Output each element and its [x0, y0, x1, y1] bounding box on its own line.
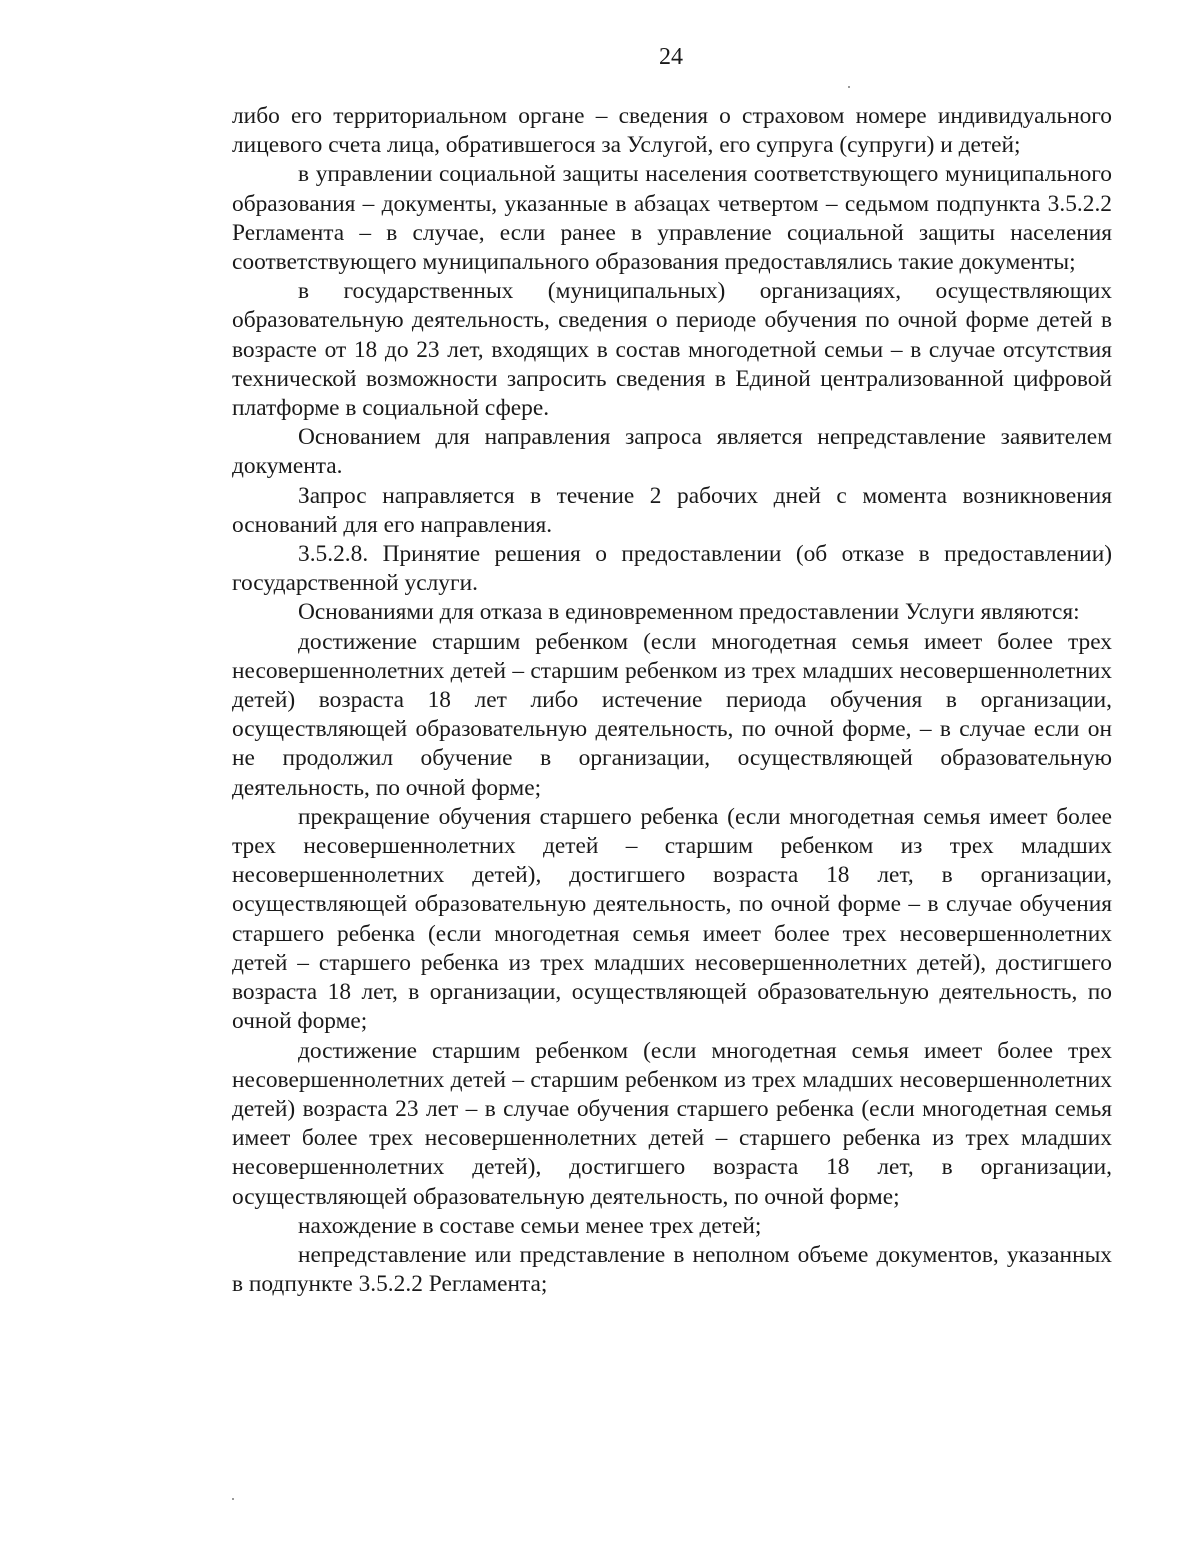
list-item: прекращение обучения старшего ребенка (если многодетная семья имеет более трех несовершеннолетних детей – старшим ребенком из трех младших несовершеннолетних детей), достигшего возраста 18 лет, в организации, осуществляющей образовательную деятельность, по очной форме – в случае обучения старшего ребенка (если многодетная семья имеет более трех несовершеннолетних детей – старшего ребенка из трех младших несовершеннолетних детей), достигшего возраста 18 лет, в организации, осуществляющей образовательную деятельность, по очной форме; [232, 803, 1112, 1035]
section-heading: 3.5.2.8. Принятие решения о предоставлении (об отказе в предоставлении) государственной услуги. [232, 541, 1112, 597]
paragraph: Запрос направляется в течение 2 рабочих дней с момента возникновения оснований для его направления. [232, 482, 1112, 538]
paragraph: Основанием для направления запроса является непредставление заявителем документа. [232, 424, 1112, 480]
list-item: нахождение в составе семьи менее трех детей; [298, 1212, 762, 1239]
document-body [232, 102, 1112, 1299]
paragraph: в управлении социальной защиты населения соответствующего муниципального образования – документы, указанные в абзацах четвертом – седьмом подпункта 3.5.2.2 Регламента – в случае, если ранее в управление социальной защиты населения соответствующего муниципального образования предоставлялись такие документы; [232, 161, 1112, 276]
scan-speck [848, 86, 850, 88]
list-item: непредставление или представление в неполном объеме документов, указанных в подпункте 3.5.2.2 Регламента; [232, 1241, 1112, 1298]
paragraph: либо его территориальном органе – сведения о страховом номере индивидуального лицевого счета лица, обратившегося за Услугой, его супруга (супруги) и детей; [232, 103, 1112, 159]
list-item: достижение старшим ребенком (если многодетная семья имеет более трех несовершеннолетних детей – старшим ребенком из трех младших несовершеннолетних детей) возраста 23 лет – в случае обучения старшего ребенка (если многодетная семья имеет более трех несовершеннолетних детей – старшего ребенка из трех младших несовершеннолетних детей), достигшего возраста 18 лет, в организации, осуществляющей образовательную деятельность, по очной форме; [232, 1037, 1112, 1210]
paragraph: Основаниями для отказа в единовременном предоставлении Услуги являются: [298, 599, 1080, 626]
paragraph: в государственных (муниципальных) организациях, осуществляющих образовательную деятельность, сведения о периоде обучения по очной форме детей в возрасте от 18 до 23 лет, входящих в состав многодетной семьи – в случае отсутствия технической возможности запросить сведения в Единой централизованной цифровой платформе в социальной сфере. [232, 278, 1112, 422]
scan-speck [232, 1498, 234, 1500]
page-number: 24 [659, 44, 683, 70]
list-item: достижение старшим ребенком (если многодетная семья имеет более трех несовершеннолетних детей – старшим ребенком из трех младших несовершеннолетних детей) возраста 18 лет либо истечение периода обучения в организации, осуществляющей образовательную деятельность, по очной форме, – в случае если он не продолжил обучение в организации, осуществляющей образовательную деятельность, по очной форме; [232, 628, 1112, 801]
